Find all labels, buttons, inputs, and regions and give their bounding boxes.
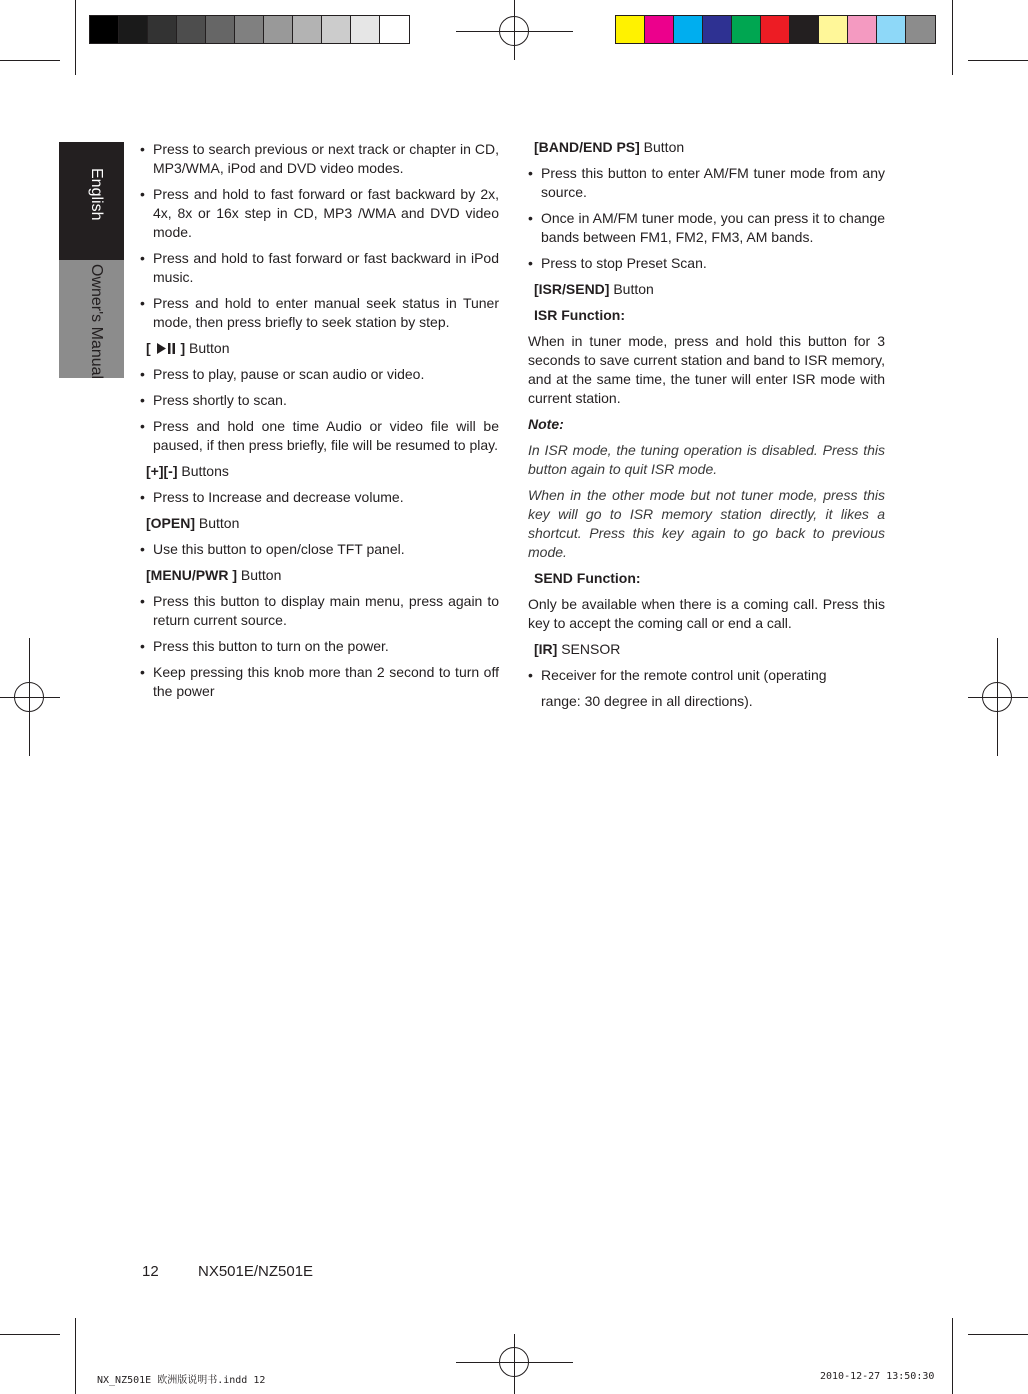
seek-bullet-list: [140, 140, 499, 332]
swatch: [90, 16, 119, 43]
isr-function-text: When in tuner mode, press and hold this button for 3 seconds to save current station and band to ISR memory, and at the same time, the tuner will enter ISR mode with current station.: [528, 333, 885, 406]
swatch: [380, 16, 409, 43]
bullet-item: • Press shortly to scan.: [140, 391, 499, 410]
swatch: [293, 16, 322, 43]
ir-heading: [IR] SENSOR: [534, 641, 621, 657]
left-column: [140, 140, 499, 708]
swatch: [848, 16, 877, 43]
isr-send-heading: [ISR/SEND] Button: [534, 281, 654, 297]
swatch: [322, 16, 351, 43]
swatch: [645, 16, 674, 43]
bullet-item: • Press to search previous or next track or chapter in CD, MP3/WMA, iPod and DVD video modes.: [140, 140, 499, 178]
menu-bullet-list: [140, 592, 499, 701]
open-bullet-list: [140, 540, 499, 559]
swatch: [177, 16, 206, 43]
language-label: English: [88, 168, 105, 221]
slug-filename: NX_NZ501E 欧洲版说明书.indd 12: [97, 1375, 266, 1386]
swatch: [906, 16, 935, 43]
play-pause-heading: [ ] Button: [146, 340, 230, 356]
send-function-title: SEND Function:: [534, 570, 641, 586]
slug-timestamp: 2010-12-27 13:50:30: [820, 1371, 935, 1382]
swatch: [819, 16, 848, 43]
band-bullet-list: [528, 164, 885, 273]
bullet-item: • Use this button to open/close TFT panel.: [140, 540, 499, 559]
play-bullet-list: [140, 365, 499, 455]
bullet-item: • Press and hold to fast forward or fast backward in iPod music.: [140, 249, 499, 287]
note-text-2: When in the other mode but not tuner mode, press this key will go to ISR memory station directly, it likes a shortcut. Press this key again to go back to previous mode.: [528, 487, 885, 560]
play-pause-icon: [155, 342, 177, 355]
volume-heading: [+][-] Buttons: [146, 463, 229, 479]
ir-bullet-continued: range: 30 degree in all directions).: [541, 693, 753, 709]
swatch: [235, 16, 264, 43]
swatch: [206, 16, 235, 43]
bullet-item: • Press and hold one time Audio or video file will be paused, if then press briefly, file will be resumed to play.: [140, 417, 499, 455]
language-tab: [59, 142, 124, 260]
menu-pwr-heading: [MENU/PWR ] Button: [146, 567, 282, 583]
swatch: [674, 16, 703, 43]
swatch: [148, 16, 177, 43]
bullet-item: • Keep pressing this knob more than 2 second to turn off the power: [140, 663, 499, 701]
bullet-item: • Press and hold to enter manual seek status in Tuner mode, then press briefly to seek station by step.: [140, 294, 499, 332]
page-number: 12: [142, 1263, 159, 1280]
bullet-item: • Once in AM/FM tuner mode, you can press it to change bands between FM1, FM2, FM3, AM bands.: [528, 209, 885, 247]
swatch: [119, 16, 148, 43]
model-number: NX501E/NZ501E: [198, 1263, 314, 1280]
bullet-item: • Press this button to display main menu, press again to return current source.: [140, 592, 499, 630]
ir-bullet: • Receiver for the remote control unit (operating: [528, 666, 885, 685]
color-bar: [615, 15, 936, 44]
swatch: [790, 16, 819, 43]
right-column: [528, 138, 885, 718]
manual-label: Owner's Manual: [88, 264, 105, 380]
grayscale-bar: [89, 15, 410, 44]
swatch: [877, 16, 906, 43]
swatch: [732, 16, 761, 43]
open-heading: [OPEN] Button: [146, 515, 240, 531]
send-function-text: Only be available when there is a coming call. Press this key to accept the coming call or end a call.: [528, 596, 885, 631]
bullet-item: • Press this button to enter AM/FM tuner mode from any source.: [528, 164, 885, 202]
note-text-1: In ISR mode, the tuning operation is disabled. Press this button again to quit ISR mode.: [528, 442, 885, 477]
bullet-item: • Press this button to turn on the power.: [140, 637, 499, 656]
swatch: [616, 16, 645, 43]
swatch: [351, 16, 380, 43]
note-label: Note:: [528, 416, 564, 432]
swatch: [264, 16, 293, 43]
band-heading: [BAND/END PS] Button: [534, 139, 685, 155]
bullet-item: • Press and hold to fast forward or fast backward by 2x, 4x, 8x or 16x step in CD, MP3 /WMA and DVD video mode.: [140, 185, 499, 242]
bullet-item: • Press to stop Preset Scan.: [528, 254, 885, 273]
bullet-item: • Press to Increase and decrease volume.: [140, 488, 499, 507]
swatch: [703, 16, 732, 43]
volume-bullet-list: [140, 488, 499, 507]
swatch: [761, 16, 790, 43]
bullet-item: • Press to play, pause or scan audio or video.: [140, 365, 499, 384]
isr-function-title: ISR Function:: [534, 307, 625, 323]
manual-tab: [59, 260, 124, 378]
